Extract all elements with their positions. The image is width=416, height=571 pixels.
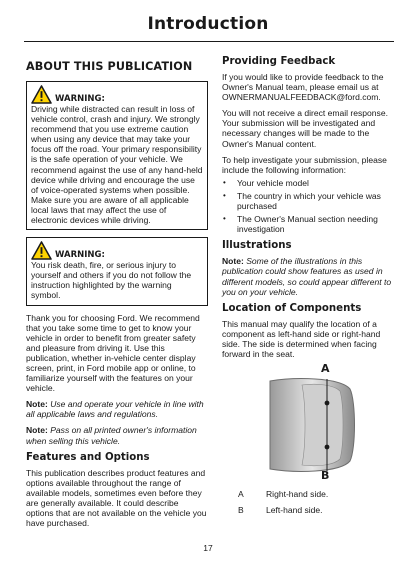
legend-row xyxy=(222,505,400,515)
figure-legend xyxy=(222,489,400,515)
legend-value: Left-hand side. xyxy=(266,505,323,516)
vehicle-top-view-figure xyxy=(222,362,400,483)
figure-marker-b: B xyxy=(321,469,330,483)
title-divider xyxy=(24,41,394,42)
section-heading-about: ABOUT THIS PUBLICATION xyxy=(26,60,193,73)
note-label: Note: xyxy=(222,256,244,267)
warning-box-distraction xyxy=(26,81,208,230)
vehicle-illustration xyxy=(222,375,400,475)
list-item: • The country in which your vehicle was purchased xyxy=(222,191,400,211)
page-title: Introduction xyxy=(147,14,269,34)
note-illustrations xyxy=(222,256,400,296)
warning-triangle-icon xyxy=(31,85,52,104)
intro-paragraph: Thank you for choosing Ford. We recommend that you take some time to get to know your vehicle in order to benefit from greater safety and pleasure from driving it. Use this publication, whether in-vehicle center display screen, print, in Ford mobile app or online, to familiarize yourself with the features on your vehicle. xyxy=(26,312,200,394)
warning-label: WARNING: xyxy=(55,93,105,104)
right-column xyxy=(222,54,400,521)
legend-key: B xyxy=(238,505,244,516)
legend-key: A xyxy=(238,489,244,500)
features-paragraph: This publication describes product features and options available throughout the range of available models, sometimes even before they are generally available. It could describe options that are not available on the vehicle you have purchased. xyxy=(26,467,207,529)
left-column xyxy=(26,54,208,534)
note-label: Note: xyxy=(26,399,48,410)
illustrations-heading: Illustrations xyxy=(222,240,292,252)
features-heading: Features and Options xyxy=(26,451,150,463)
feedback-paragraph-2: You will not receive a direct email response. Your submission will be investigated and necessary changes will be made to the Owner's Manual content. xyxy=(222,108,388,149)
note-selling xyxy=(26,425,208,445)
figure-marker-a: A xyxy=(321,362,330,376)
note-laws xyxy=(26,399,208,419)
warning-text: Driving while distracted can result in loss of vehicle control, crash and injury. We strongly recommend that you use extreme caution when using any device that may take your focus off the road. Your primary responsibility is the safe operation of your vehicle. We recommend against the use of any hand-held device while driving and encourage the use of voice-operated systems when possible. Make sure you are aware of all applicable local laws that may affect the use of electronic devices while driving. xyxy=(31,104,203,226)
warning-box-general xyxy=(26,237,208,305)
warning-triangle-icon xyxy=(31,241,52,260)
list-item: • The Owner's Manual section needing investigation xyxy=(222,214,400,234)
note-text: Pass on all printed owner's information when selling this vehicle. xyxy=(26,425,197,446)
warning-label: WARNING: xyxy=(55,250,105,261)
page-number: 17 xyxy=(203,543,213,553)
legend-row xyxy=(222,489,400,499)
feedback-paragraph-1: If you would like to provide feedback to the Owner's Manual team, please email us at OWNERMANUALFEEDBACK@ford.com. xyxy=(222,72,384,103)
location-heading: Location of Components xyxy=(222,302,362,314)
note-text: Use and operate your vehicle in line with all applicable laws and regulations. xyxy=(26,399,204,420)
feedback-heading: Providing Feedback xyxy=(222,56,336,67)
note-label: Note: xyxy=(26,425,48,436)
legend-value: Right-hand side. xyxy=(266,489,329,500)
warning-text: You risk death, fire, or serious injury to yourself and others if you do not follow the instruction highlighted by the warning symbol. xyxy=(31,260,192,301)
location-paragraph: This manual may qualify the location of a component as left-hand side or right-hand side. The side is determined when facing forward in the seat. xyxy=(222,318,381,359)
note-text: Some of the illustrations in this publication could show features as used in different models, so could appear different to you on your vehicle. xyxy=(222,256,392,297)
list-item: • Your vehicle model xyxy=(222,178,400,188)
feedback-paragraph-3: To help investigate your submission, please include the following information: xyxy=(222,154,387,175)
feedback-list xyxy=(222,178,400,234)
